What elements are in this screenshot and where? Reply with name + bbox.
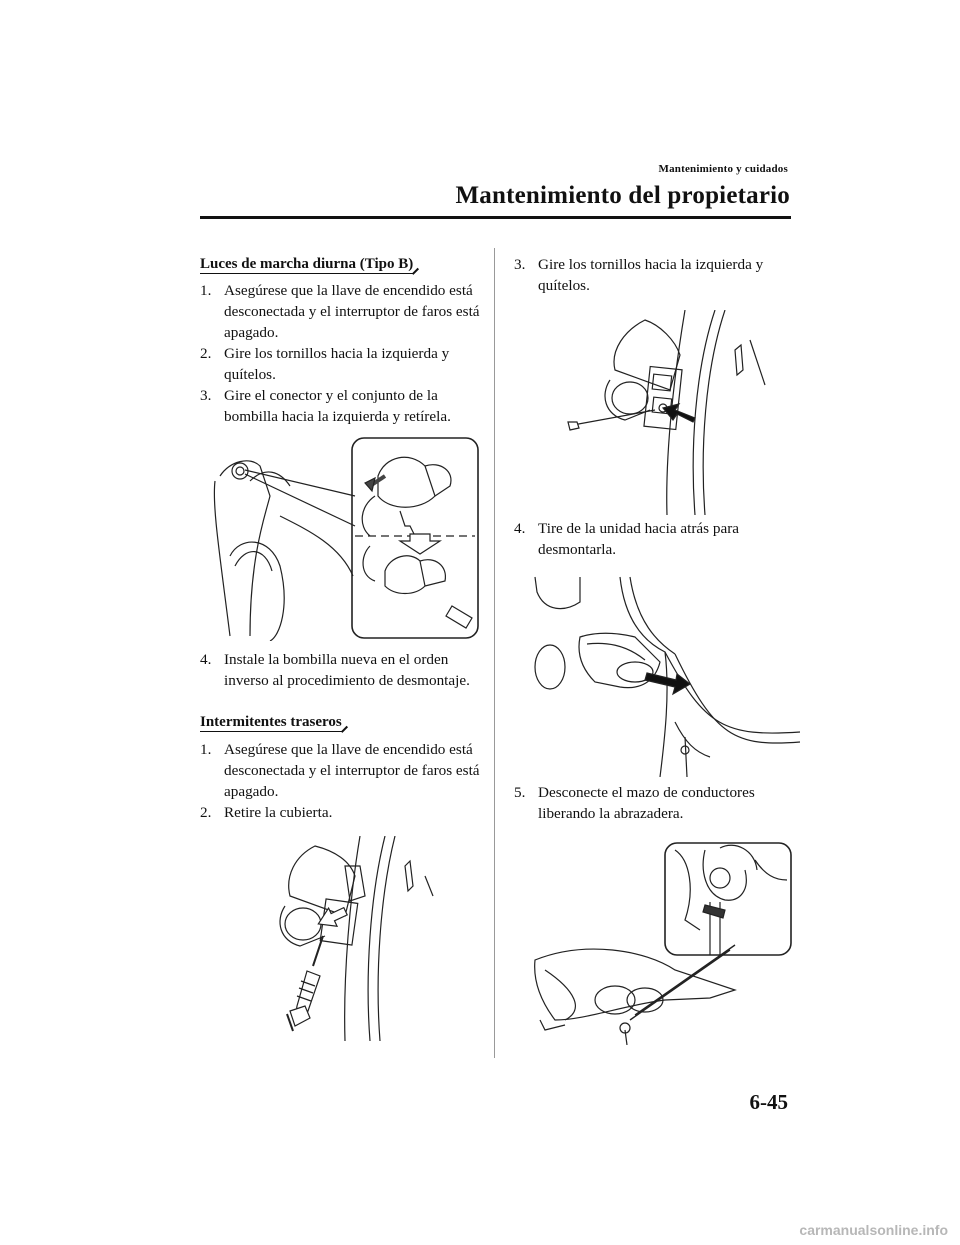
list-item: 2. Gire los tornillos hacia la izquierda y quítelos. [200,345,450,383]
header-divider [200,216,791,219]
figure-drl-bulb-removal [210,436,480,641]
list-item: 3. Gire los tornillos hacia la izquierda y quítelos. [514,256,764,294]
chapter-label: Mantenimiento y cuidados [658,163,788,175]
list-item: 1. Asegúrese que la llave de encendido está desconectada y el interruptor de faros está apagado. [200,282,480,341]
figure-remove-cover [265,836,440,1041]
figure-remove-screws [565,310,770,515]
page-number: 6-45 [749,1090,788,1114]
section-title-rear-turn-signals: Intermitentes traseros [200,714,342,730]
section-title-daytime-lights: Luces de marcha diurna (Tipo B) [200,256,414,272]
list-item: 1. Asegúrese que la llave de encendido está desconectada y el interruptor de faros está apagado. [200,741,480,800]
column-divider [494,248,495,1058]
figure-disconnect-harness [525,840,795,1045]
list-item: 4. Instale la bombilla nueva en el orden inverso al procedimiento de desmontaje. [200,651,470,689]
watermark: carmanualsonline.info [799,1222,948,1238]
list-item: 5. Desconecte el mazo de conductores liberando la abrazadera. [514,784,755,822]
list-item: 2. Retire la cubierta. [200,804,333,821]
page-title: Mantenimiento del propietario [455,182,790,209]
figure-pull-unit [525,572,800,777]
list-item: 3. Gire el conector y el conjunto de la bombilla hacia la izquierda y retírela. [200,387,451,425]
list-item: 4. Tire de la unidad hacia atrás para desmontarla. [514,520,740,558]
